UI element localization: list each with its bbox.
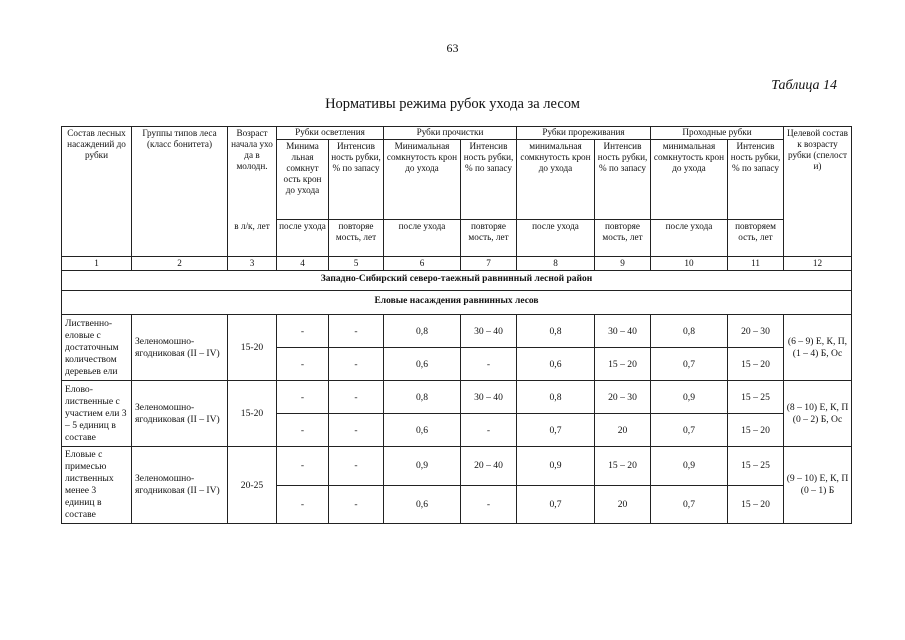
value-cell: - xyxy=(329,381,384,414)
value-cell: - xyxy=(461,485,517,524)
age-cell: 20-25 xyxy=(228,447,277,524)
header-passing-cuts: Проходные рубки xyxy=(651,127,784,140)
target-composition-cell: (8 – 10) Е, К, П (0 – 2) Б, Ос xyxy=(784,381,852,447)
target-composition-cell: (9 – 10) Е, К, П (0 – 1) Б xyxy=(784,447,852,524)
value-cell: 0,8 xyxy=(384,315,461,348)
value-cell: 0,7 xyxy=(651,485,728,524)
header-composition: Состав лесных насаждений до рубки xyxy=(62,127,132,257)
column-number: 10 xyxy=(651,257,728,271)
forest-group-cell: Зеленомошно-ягодниковая (II – IV) xyxy=(132,447,228,524)
value-cell: 0,9 xyxy=(651,381,728,414)
value-cell: 0,8 xyxy=(517,315,595,348)
column-number: 12 xyxy=(784,257,852,271)
header-thinning-intensity: Интенсив ность рубки, % по запасу xyxy=(595,140,651,220)
value-cell: - xyxy=(329,315,384,348)
value-cell: 30 – 40 xyxy=(461,315,517,348)
header-lighting-cuts: Рубки осветления xyxy=(277,127,384,140)
value-cell: - xyxy=(277,315,329,348)
value-cell: 0,7 xyxy=(517,414,595,447)
value-cell: 30 – 40 xyxy=(595,315,651,348)
value-cell: 0,9 xyxy=(384,447,461,486)
header-target-composition: Целевой состав к возрасту рубки (спелост и) xyxy=(784,127,852,257)
page-number: 63 xyxy=(446,41,459,55)
column-number: 1 xyxy=(62,257,132,271)
column-number: 8 xyxy=(517,257,595,271)
header-thinning-density: минимальная сомкнутость крон до ухода xyxy=(517,140,595,220)
value-cell: - xyxy=(329,348,384,381)
plantation-heading: Еловые насаждения равнинных лесов xyxy=(62,291,852,315)
table-title: Нормативы режима рубок ухода за лесом xyxy=(325,96,580,112)
composition-cell: Еловые с примесью лиственных менее 3 единиц в составе xyxy=(62,447,132,524)
target-composition-cell: (6 – 9) Е, К, П, (1 – 4) Б, Ос xyxy=(784,315,852,381)
value-cell: 20 – 40 xyxy=(461,447,517,486)
value-cell: 20 – 30 xyxy=(728,315,784,348)
norms-table xyxy=(61,126,852,524)
header-lighting-density: Минима льная сомкнут ость крон до ухода xyxy=(277,140,329,220)
value-cell: - xyxy=(461,414,517,447)
header-thinning-intensity-unit: повторяе мость, лет xyxy=(595,220,651,257)
header-cleaning-intensity-unit: повторяе мость, лет xyxy=(461,220,517,257)
value-cell: 15 – 20 xyxy=(728,414,784,447)
value-cell: - xyxy=(277,381,329,414)
value-cell: - xyxy=(329,485,384,524)
value-cell: 0,8 xyxy=(651,315,728,348)
column-number: 9 xyxy=(595,257,651,271)
value-cell: 0,7 xyxy=(651,348,728,381)
value-cell: - xyxy=(329,447,384,486)
value-cell: 0,6 xyxy=(384,414,461,447)
header-passing-intensity-unit: повторяем ость, лет xyxy=(728,220,784,257)
value-cell: 15 – 20 xyxy=(728,485,784,524)
value-cell: - xyxy=(277,414,329,447)
column-number: 11 xyxy=(728,257,784,271)
value-cell: 0,8 xyxy=(517,381,595,414)
header-cleaning-intensity: Интенсив ность рубки, % по запасу xyxy=(461,140,517,220)
value-cell: - xyxy=(277,348,329,381)
value-cell: 0,7 xyxy=(651,414,728,447)
value-cell: 0,6 xyxy=(384,485,461,524)
header-passing-density-unit: после ухода xyxy=(651,220,728,257)
header-lighting-intensity: Интенсив ность рубки, % по запасу xyxy=(329,140,384,220)
header-age-unit: в л/к, лет xyxy=(228,220,277,257)
value-cell: 0,9 xyxy=(517,447,595,486)
header-cleaning-density: Минимальная сомкнутость крон до ухода xyxy=(384,140,461,220)
column-number: 6 xyxy=(384,257,461,271)
age-cell: 15-20 xyxy=(228,315,277,381)
forest-group-cell: Зеленомошно-ягодниковая (II – IV) xyxy=(132,315,228,381)
value-cell: 0,7 xyxy=(517,485,595,524)
header-thinning-density-unit: после ухода xyxy=(517,220,595,257)
value-cell: 15 – 20 xyxy=(728,348,784,381)
value-cell: - xyxy=(277,447,329,486)
region-heading: Западно-Сибирский северо-таежный равнинный лесной район xyxy=(62,271,852,291)
header-passing-intensity: Интенсив ность рубки, % по запасу xyxy=(728,140,784,220)
value-cell: 20 xyxy=(595,485,651,524)
header-age: Возраст начала ухо да в молодн. xyxy=(228,127,277,220)
header-thinning-cuts: Рубки прореживания xyxy=(517,127,651,140)
column-number: 4 xyxy=(277,257,329,271)
value-cell: 15 – 25 xyxy=(728,447,784,486)
table-row xyxy=(62,381,852,414)
forest-group-cell: Зеленомошно-ягодниковая (II – IV) xyxy=(132,381,228,447)
composition-cell: Елово-лиственные с участием ели 3 – 5 единиц в составе xyxy=(62,381,132,447)
value-cell: - xyxy=(461,348,517,381)
header-lighting-intensity-unit: повторяе мость, лет xyxy=(329,220,384,257)
value-cell: 15 – 20 xyxy=(595,348,651,381)
composition-cell: Лиственно-еловые с достаточным количеством деревьев ели xyxy=(62,315,132,381)
value-cell: - xyxy=(277,485,329,524)
header-cleaning-density-unit: после ухода xyxy=(384,220,461,257)
value-cell: 0,8 xyxy=(384,381,461,414)
value-cell: 15 – 25 xyxy=(728,381,784,414)
value-cell: 30 – 40 xyxy=(461,381,517,414)
age-cell: 15-20 xyxy=(228,381,277,447)
header-lighting-density-unit: после ухода xyxy=(277,220,329,257)
header-passing-density: минимальная сомкнутость крон до ухода xyxy=(651,140,728,220)
column-number: 5 xyxy=(329,257,384,271)
table-label: Таблица 14 xyxy=(771,78,837,93)
column-number: 3 xyxy=(228,257,277,271)
header-cleaning-cuts: Рубки прочистки xyxy=(384,127,517,140)
header-forest-groups: Группы типов леса (класс бонитета) xyxy=(132,127,228,257)
table-row xyxy=(62,447,852,486)
value-cell: 20 – 30 xyxy=(595,381,651,414)
value-cell: 0,9 xyxy=(651,447,728,486)
value-cell: 20 xyxy=(595,414,651,447)
value-cell: - xyxy=(329,414,384,447)
table-row xyxy=(62,315,852,348)
value-cell: 15 – 20 xyxy=(595,447,651,486)
value-cell: 0,6 xyxy=(384,348,461,381)
value-cell: 0,6 xyxy=(517,348,595,381)
column-number: 2 xyxy=(132,257,228,271)
column-number: 7 xyxy=(461,257,517,271)
